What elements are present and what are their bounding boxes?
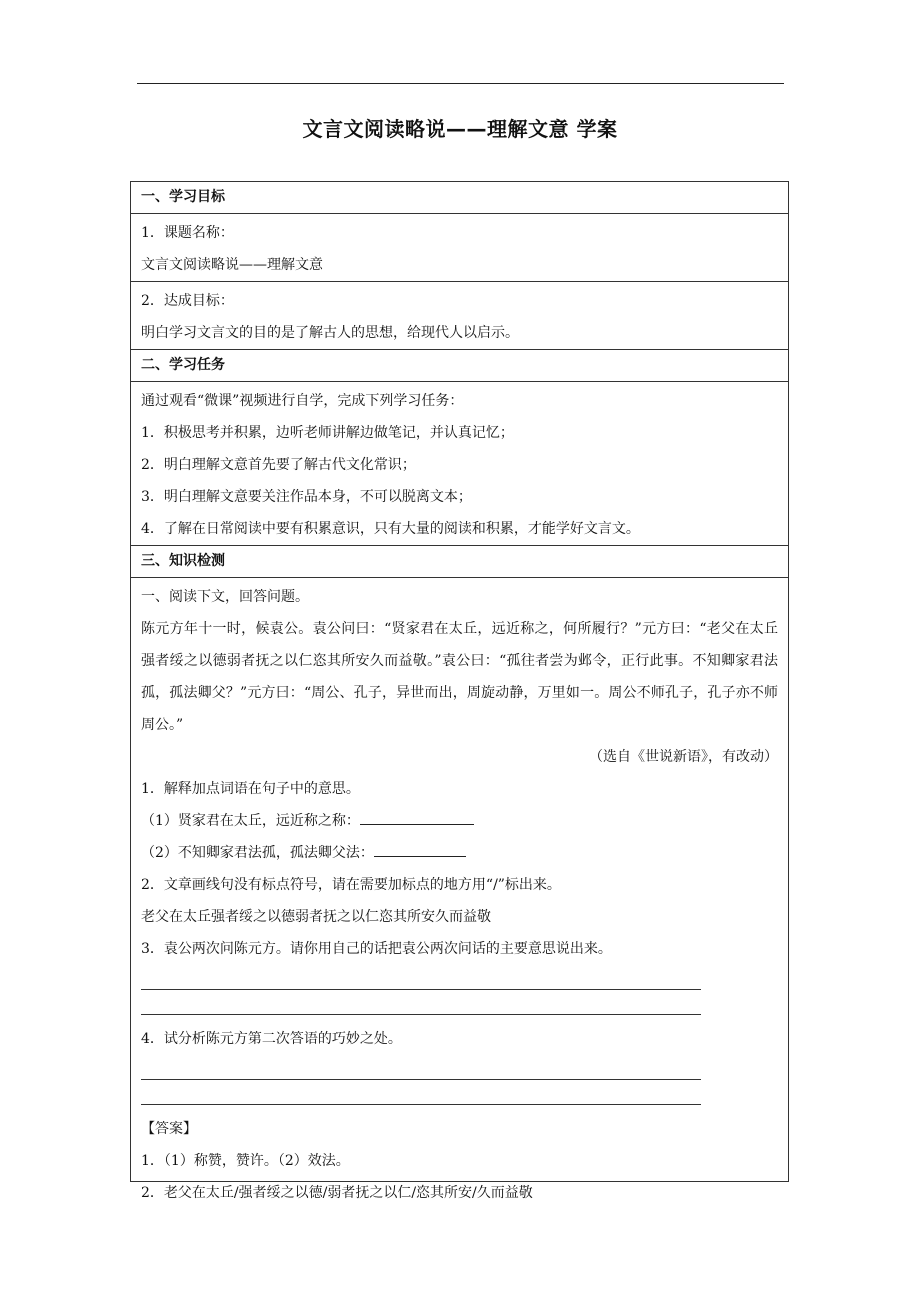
worksheet-table (130, 181, 789, 1201)
task-item: 1．积极思考并积累，边听老师讲解边做笔记，并认真记忆； (141, 425, 514, 441)
reading-instruction: 一、阅读下文，回答问题。 (141, 589, 309, 605)
task-item: 2．明白理解文意首先要了解古代文化常识； (141, 457, 416, 473)
task-item: 4．了解在日常阅读中要有积累意识，只有大量的阅读和积累，才能学好文言文。 (141, 521, 640, 537)
question-1b (141, 837, 778, 869)
task-item: 3．明白理解文意要关注作品本身，不可以脱离文本； (141, 489, 472, 505)
answer-item: 1．（1）称赞，赞许。（2）效法。 (141, 1153, 350, 1169)
goal-cell (131, 282, 788, 350)
question-3: 3．袁公两次问陈元方。请你用自己的话把袁公两次问话的主要意思说出来。 (141, 941, 612, 957)
question-1b-text: （2）不知卿家君法孤，孤法卿父法： (141, 845, 374, 861)
answer-blank-1b[interactable] (374, 838, 466, 857)
answer-heading: 【答案】 (141, 1121, 197, 1137)
section-head-goals: 一、学习目标 (131, 182, 788, 214)
passage-source: （选自《世说新语》，有改动） (589, 749, 778, 765)
section-head-tasks: 二、学习任务 (131, 350, 788, 382)
goal-label: 2．达成目标： (141, 293, 234, 309)
topic-cell (131, 214, 788, 282)
document-title: 文言文阅读略说——理解文意 学案 (302, 117, 618, 141)
check-cell (131, 578, 788, 1209)
answer-line[interactable] (141, 965, 701, 990)
goal-value: 明白学习文言文的目的是了解古人的思想，给现代人以启示。 (141, 325, 519, 341)
reading-passage: 陈元方年十一时，候袁公。袁公问曰：“贤家君在太丘，远近称之，何所履行？”元方曰：“老父在太丘强者绥之以德弱者抚之以仁恣其所安久而益敬。”袁公曰：“孤往者尝为邺令，正行此事。不知卿家君法孤，孤法卿父？”元方曰：“周公、孔子，异世而出，周旋动静，万里如一。周公不师孔子，孔子亦不师周公。” (141, 621, 778, 733)
header-rule (137, 83, 784, 84)
answer-blank-1a[interactable] (360, 806, 474, 825)
question-2: 2．文章画线句没有标点符号，请在需要加标点的地方用“/”标出来。 (141, 877, 561, 893)
answer-item: 2．老父在太丘/强者绥之以德/弱者抚之以仁/恣其所安/久而益敬 (141, 1185, 533, 1201)
answer-line[interactable] (141, 1055, 701, 1080)
question-1a (141, 805, 778, 837)
topic-value: 文言文阅读略说——理解文意 (141, 257, 323, 273)
answer-line[interactable] (141, 990, 701, 1015)
question-4: 4．试分析陈元方第二次答语的巧妙之处。 (141, 1031, 402, 1047)
topic-label: 1．课题名称： (141, 225, 234, 241)
question-1a-text: （1）贤家君在太丘，远近称之称： (141, 813, 360, 829)
section-head-check: 三、知识检测 (131, 546, 788, 578)
question-2-sentence: 老父在太丘强者绥之以德弱者抚之以仁恣其所安久而益敬 (141, 909, 491, 925)
tasks-cell (131, 382, 788, 546)
question-1: 1．解释加点词语在句子中的意思。 (141, 781, 360, 797)
answer-line[interactable] (141, 1080, 701, 1105)
tasks-intro: 通过观看“微课”视频进行自学，完成下列学习任务： (141, 393, 464, 409)
